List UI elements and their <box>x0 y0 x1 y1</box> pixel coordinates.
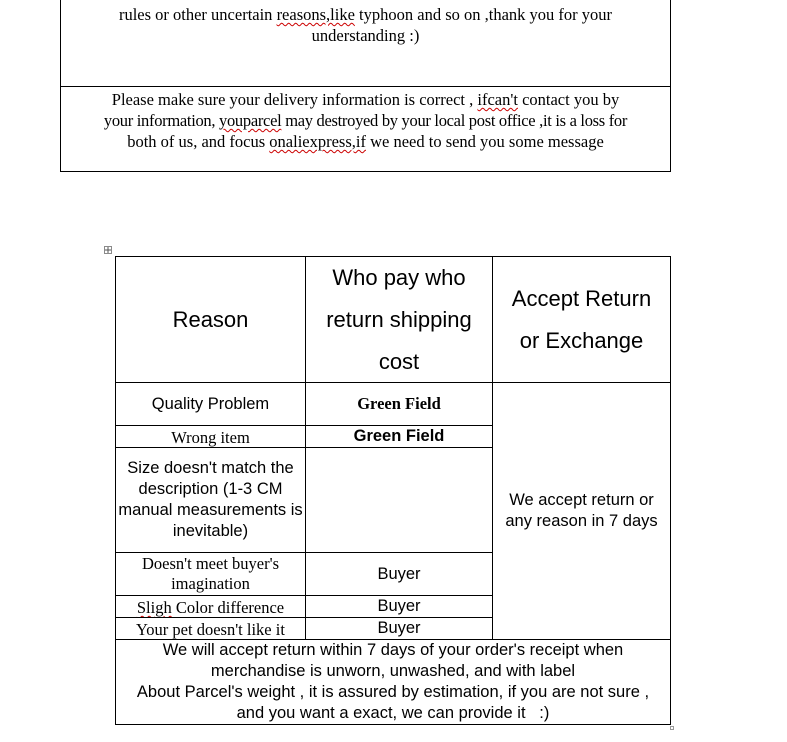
notice-box-weather <box>60 0 671 87</box>
footer-line: and you want a exact, we can provide it :) <box>236 704 550 722</box>
notice-line: understanding :) <box>311 26 420 45</box>
notice-line: both of us, and focus onaliexpress,if we need to send you some message <box>127 132 604 151</box>
header-who-pays: Who pay who return shipping cost <box>305 256 493 383</box>
row-reason-pet: Your pet doesn't like it <box>115 617 306 640</box>
spellcheck-word <box>137 598 284 618</box>
row-payer-wrong-item: Green Field <box>305 425 493 448</box>
row-payer-pet: Buyer <box>305 617 493 640</box>
row-reason-wrong-item: Wrong item <box>115 425 306 448</box>
footer-line: About Parcel's weight , it is assured by estimation, if you are not sure , <box>136 683 650 701</box>
spellcheck-word: Sligh <box>136 598 172 617</box>
spellcheck-word: youparcel <box>219 111 282 130</box>
notice-box-delivery <box>60 86 671 172</box>
footer-line: We will accept return within 7 days of your order's receipt when <box>162 641 624 659</box>
footer-line: merchandise is unworn, unwashed, and with label <box>210 662 576 680</box>
row-payer-size <box>305 447 493 553</box>
table-resize-handle-icon[interactable] <box>670 726 674 730</box>
header-reason: Reason <box>115 256 306 383</box>
notice-line: your information, youparcel may destroyed by your local post office ,it is a loss for <box>103 111 628 130</box>
header-accept-return: Accept Return or Exchange <box>492 256 671 383</box>
row-reason-color <box>115 595 306 618</box>
notice-line: rules or other uncertain reasons,like typhoon and so on ,thank you for your <box>118 5 613 24</box>
notice-line: Please make sure your delivery information is correct , ifcan't contact you by <box>111 90 620 109</box>
row-payer-color: Buyer <box>305 595 493 618</box>
spellcheck-word: onaliexpress,if <box>269 132 366 151</box>
accept-return-cell: We accept return or any reason in 7 days <box>492 382 671 640</box>
table-move-handle-icon[interactable] <box>104 246 112 254</box>
row-reason-size: Size doesn't match the description (1-3 CM manual measurements is inevitable) <box>115 447 306 553</box>
reason-text-rest: Color difference <box>171 598 285 617</box>
footer-policy <box>115 639 671 725</box>
row-payer-imagination: Buyer <box>305 552 493 596</box>
spellcheck-word: ifcan't <box>477 90 518 109</box>
spellcheck-word: reasons,like <box>276 5 355 24</box>
row-reason-imagination: Doesn't meet buyer's imagination <box>115 552 306 596</box>
row-reason-quality: Quality Problem <box>115 382 306 426</box>
row-payer-quality: Green Field <box>305 382 493 426</box>
